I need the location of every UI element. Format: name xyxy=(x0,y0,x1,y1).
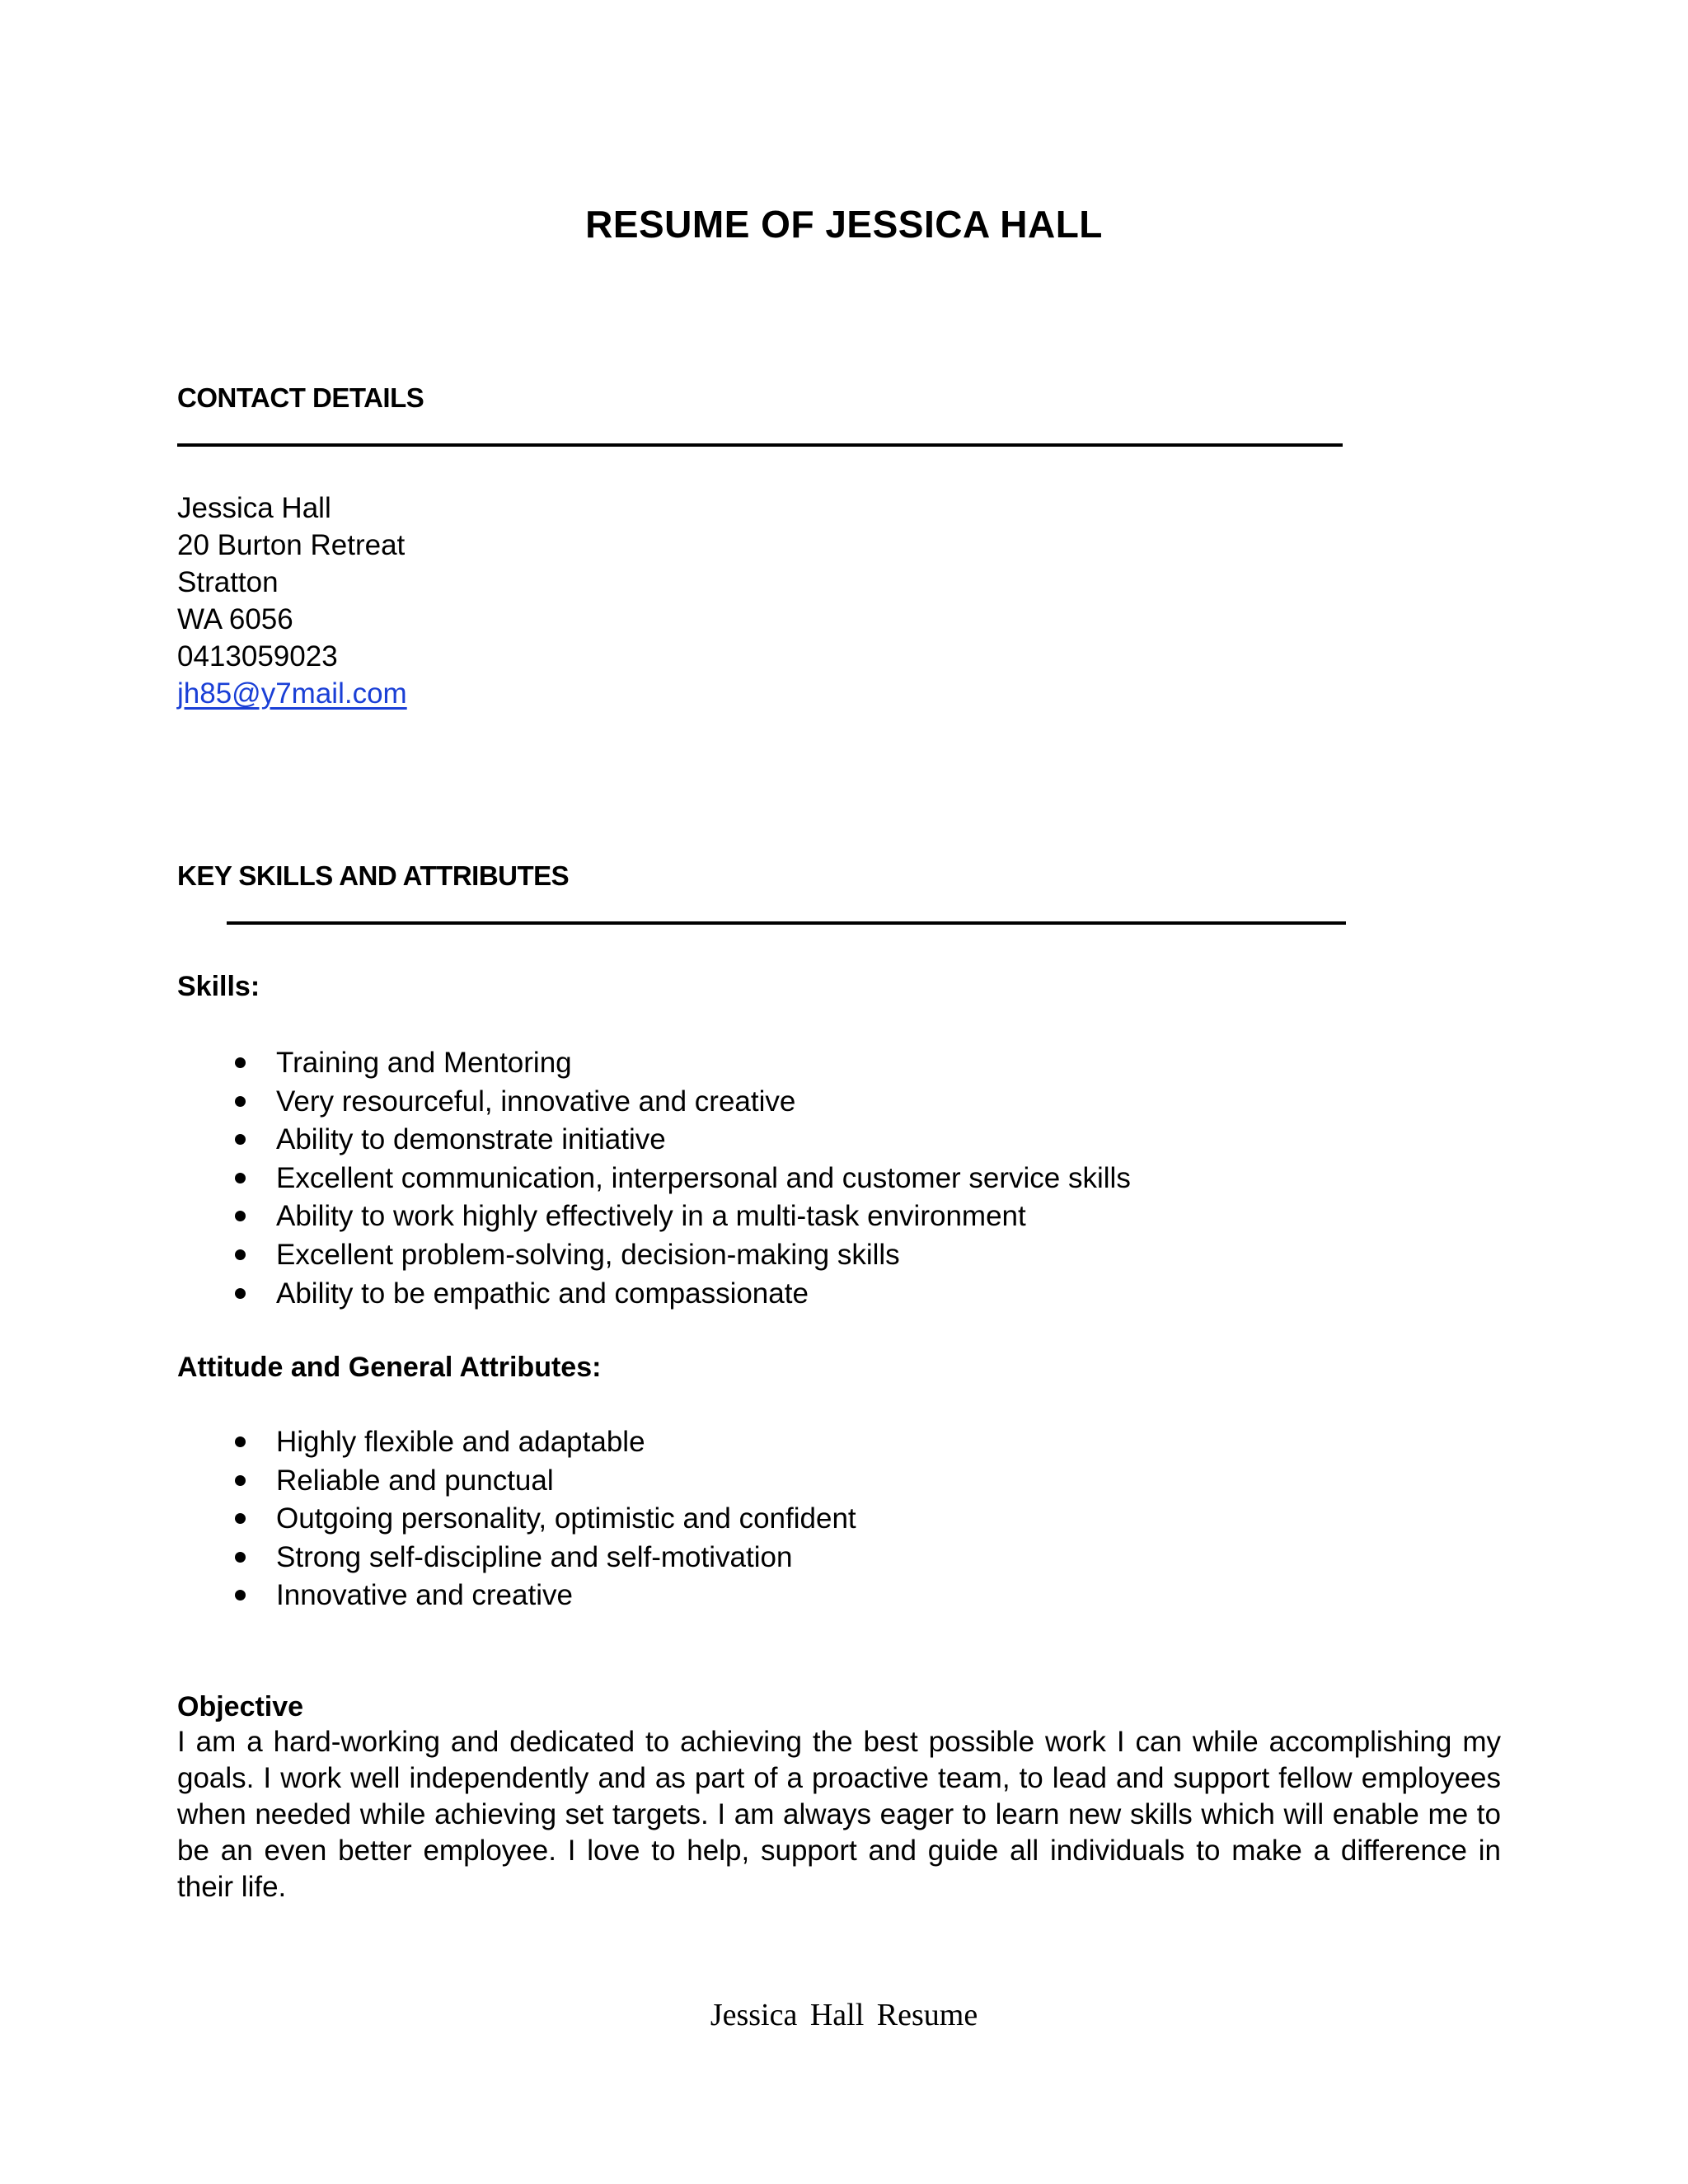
contact-block xyxy=(177,490,407,712)
bullet-icon xyxy=(235,1249,246,1260)
skills-list xyxy=(177,1044,1131,1313)
list-item: Innovative and creative xyxy=(177,1577,856,1615)
list-item: Ability to work highly effectively in a multi-task environment xyxy=(177,1197,1131,1236)
contact-divider xyxy=(177,443,1343,447)
page-footer: Jessica Hall Resume xyxy=(710,1998,978,2032)
list-item: Outgoing personality, optimistic and confident xyxy=(177,1500,856,1539)
bullet-icon xyxy=(235,1211,246,1221)
contact-street: 20 Burton Retreat xyxy=(177,529,406,561)
list-item: Reliable and punctual xyxy=(177,1462,856,1501)
contact-details-heading: CONTACT DETAILS xyxy=(177,382,424,413)
contact-state-postcode: WA 6056 xyxy=(177,603,293,635)
bullet-icon xyxy=(235,1057,246,1068)
list-item: Strong self-discipline and self-motivation xyxy=(177,1539,856,1577)
page-title: RESUME OF JESSICA HALL xyxy=(585,203,1103,246)
contact-suburb: Stratton xyxy=(177,566,279,598)
list-item: Highly flexible and adaptable xyxy=(177,1423,856,1462)
bullet-icon xyxy=(235,1288,246,1299)
contact-email-link[interactable]: jh85@y7mail.com xyxy=(177,677,407,710)
skills-label: Skills: xyxy=(177,971,260,1002)
list-item: Ability to demonstrate initiative xyxy=(177,1121,1131,1160)
objective-text: I am a hard-working and dedicated to achieving the best possible work I can while accomplishing my goals. I work well independently and as part of a proactive team, to lead and support fellow employees when needed while achieving set targets. I am always eager to learn new skills which will enable me to be an even better employee. I love to help, support and guide all individuals to make a difference in their life. xyxy=(177,1726,1501,1903)
key-skills-heading: KEY SKILLS AND ATTRIBUTES xyxy=(177,860,570,891)
list-item: Excellent problem-solving, decision-making skills xyxy=(177,1236,1131,1275)
attributes-list xyxy=(177,1423,856,1615)
bullet-icon xyxy=(235,1096,246,1107)
bullet-icon xyxy=(235,1513,246,1524)
objective-heading: Objective xyxy=(177,1691,304,1722)
list-item: Excellent communication, interpersonal and customer service skills xyxy=(177,1160,1131,1198)
contact-name: Jessica Hall xyxy=(177,492,331,524)
skills-divider xyxy=(227,921,1346,925)
list-item: Ability to be empathic and compassionate xyxy=(177,1275,1131,1314)
bullet-icon xyxy=(235,1590,246,1601)
list-item: Training and Mentoring xyxy=(177,1044,1131,1083)
bullet-icon xyxy=(235,1173,246,1183)
bullet-icon xyxy=(235,1552,246,1563)
list-item: Very resourceful, innovative and creative xyxy=(177,1083,1131,1122)
bullet-icon xyxy=(235,1134,246,1145)
bullet-icon xyxy=(235,1436,246,1447)
contact-phone: 0413059023 xyxy=(177,640,338,673)
bullet-icon xyxy=(235,1475,246,1486)
attributes-label: Attitude and General Attributes: xyxy=(177,1352,602,1383)
